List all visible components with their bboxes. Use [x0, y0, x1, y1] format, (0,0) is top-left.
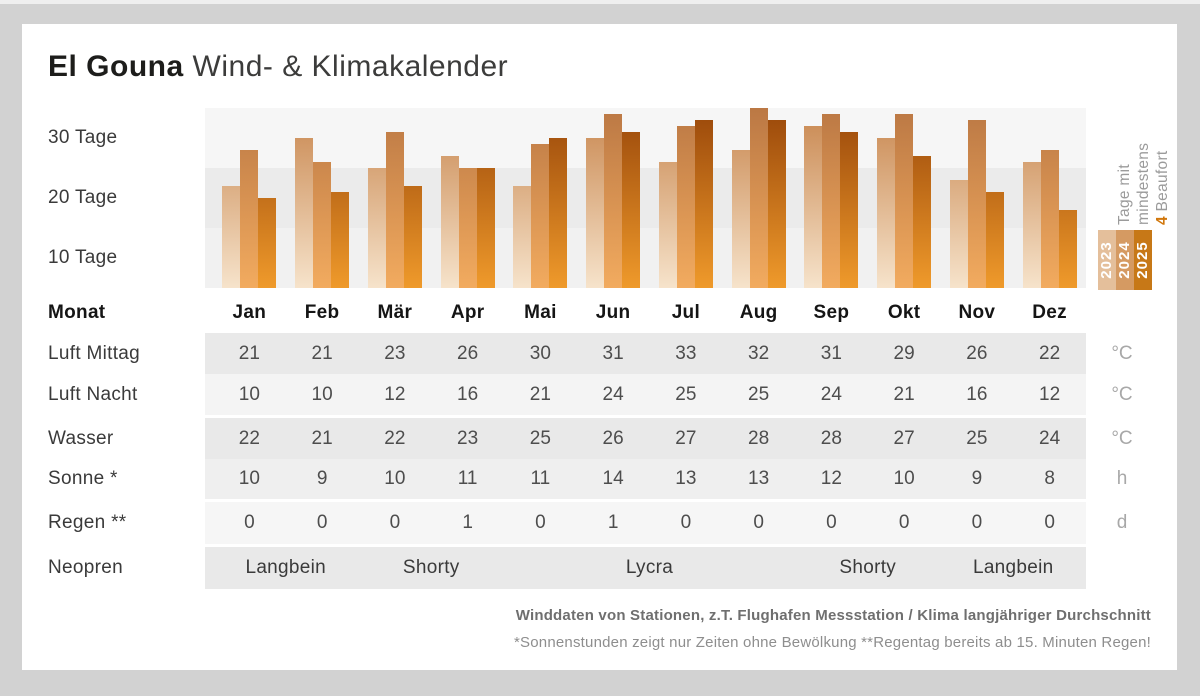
- neopren-span-langbein: Langbein: [245, 557, 327, 578]
- bar-2025-apr: [477, 168, 495, 288]
- row-label-regen: Regen **: [48, 512, 127, 533]
- table-cell: 0: [898, 512, 910, 533]
- bar-2024-okt: [895, 114, 913, 288]
- chart-band: [205, 108, 1086, 168]
- table-cell: 22: [384, 428, 406, 449]
- chart-caption-line: Tage mit: [1116, 164, 1133, 225]
- table-cell: 26: [457, 343, 479, 364]
- month-header-apr: Apr: [450, 302, 485, 323]
- top-strip: [0, 0, 1200, 4]
- row-label-wasser: Wasser: [48, 428, 114, 449]
- month-header-okt: Okt: [887, 302, 921, 323]
- table-cell: 14: [602, 468, 624, 489]
- page-title: [48, 48, 508, 86]
- table-cell: 27: [893, 428, 915, 449]
- caption-highlight: 4: [1154, 216, 1171, 225]
- table-cell: 33: [675, 343, 697, 364]
- table-cell: 23: [457, 428, 479, 449]
- table-cell: 12: [1039, 384, 1061, 405]
- table-cell: 21: [238, 343, 260, 364]
- bar-2025-sep: [840, 132, 858, 288]
- legend-year-2023: 2023: [1098, 230, 1116, 290]
- bar-2023-dez: [1023, 162, 1041, 288]
- row-unit-regen: d: [1116, 512, 1128, 533]
- bar-2024-dez: [1041, 150, 1059, 288]
- bar-2023-sep: [804, 126, 822, 288]
- table-cell: 0: [389, 512, 401, 533]
- month-header-aug: Aug: [739, 302, 778, 323]
- table-cell: 30: [529, 343, 551, 364]
- table-cell: 25: [748, 384, 770, 405]
- table-cell: 0: [680, 512, 692, 533]
- table-cell: 25: [675, 384, 697, 405]
- footer-notes-line: *Sonnenstunden zeigt nur Zeiten ohne Bewölkung **Regentag bereits ab 15. Minuten Regen!: [514, 634, 1151, 651]
- table-cell: 13: [748, 468, 770, 489]
- legend-year-2024: 2024: [1116, 230, 1134, 290]
- bar-2024-feb: [313, 162, 331, 288]
- bar-2025-aug: [768, 120, 786, 288]
- bar-2024-m-r: [386, 132, 404, 288]
- table-cell: 29: [893, 343, 915, 364]
- bar-2023-m-r: [368, 168, 386, 288]
- bar-2025-jul: [695, 120, 713, 288]
- bar-2024-sep: [822, 114, 840, 288]
- table-cell: 28: [820, 428, 842, 449]
- month-header-nov: Nov: [958, 302, 996, 323]
- table-cell: 10: [311, 384, 333, 405]
- y-axis-tick: 10 Tage: [48, 247, 118, 268]
- table-cell: 1: [607, 512, 619, 533]
- bar-2025-jun: [622, 132, 640, 288]
- row-unit-sonne: h: [1116, 468, 1128, 489]
- table-cell: 0: [316, 512, 328, 533]
- month-header-feb: Feb: [304, 302, 340, 323]
- bar-2023-jul: [659, 162, 677, 288]
- bar-2023-jan: [222, 186, 240, 288]
- bar-2025-m-r: [404, 186, 422, 288]
- table-cell: 11: [530, 468, 551, 489]
- chart-caption: [1115, 100, 1172, 225]
- y-axis-tick: 20 Tage: [48, 187, 118, 208]
- table-cell: 10: [238, 468, 260, 489]
- month-header-jan: Jan: [232, 302, 267, 323]
- table-cell: 9: [971, 468, 983, 489]
- y-axis-tick: 30 Tage: [48, 127, 118, 148]
- table-cell: 24: [820, 384, 842, 405]
- title-brand: El Gouna: [48, 50, 184, 83]
- table-cell: 0: [244, 512, 255, 533]
- row-label-sonne: Sonne *: [48, 468, 118, 489]
- table-cell: 26: [966, 343, 988, 364]
- table-cell: 21: [311, 428, 333, 449]
- row-unit-luft-mittag: °C: [1111, 343, 1133, 364]
- table-cell: 8: [1044, 468, 1055, 489]
- row-label-luft-nacht: Luft Nacht: [48, 384, 138, 405]
- table-cell: 0: [753, 512, 764, 533]
- table-cell: 24: [602, 384, 624, 405]
- table-cell: 13: [675, 468, 697, 489]
- table-cell: 12: [820, 468, 842, 489]
- bar-2024-jul: [677, 126, 695, 288]
- table-cell: 21: [529, 384, 551, 405]
- bar-2023-aug: [732, 150, 750, 288]
- chart-caption-line: mindestens: [1135, 142, 1152, 225]
- table-cell: 16: [457, 384, 479, 405]
- month-header-mai: Mai: [524, 302, 557, 323]
- table-cell: 27: [675, 428, 697, 449]
- row-unit-luft-nacht: °C: [1111, 384, 1133, 405]
- row-label-neopren: Neopren: [48, 557, 123, 578]
- bar-2024-aug: [750, 108, 768, 288]
- bar-2025-feb: [331, 192, 349, 288]
- table-cell: 23: [384, 343, 406, 364]
- table-cell: 21: [893, 384, 915, 405]
- table-cell: 10: [238, 384, 260, 405]
- table-cell: 32: [748, 343, 770, 364]
- table-cell: 0: [826, 512, 837, 533]
- table-cell: 21: [311, 343, 333, 364]
- table-cell: 0: [971, 512, 983, 533]
- table-cell: 22: [238, 428, 260, 449]
- bar-2025-okt: [913, 156, 931, 288]
- climate-card: [22, 24, 1177, 670]
- table-cell: 0: [1044, 512, 1055, 533]
- chart-caption-line: 4 Beaufort: [1154, 150, 1171, 225]
- footer-source-line: Winddaten von Stationen, z.T. Flughafen Messstation / Klima langjähriger Durchschnitt: [515, 607, 1151, 624]
- month-header-dez: Dez: [1032, 302, 1067, 323]
- neopren-span-shorty: Shorty: [402, 557, 460, 578]
- table-cell: 9: [316, 468, 328, 489]
- table-cell: 25: [529, 428, 551, 449]
- bar-2024-nov: [968, 120, 986, 288]
- table-cell: 16: [966, 384, 988, 405]
- bar-2023-okt: [877, 138, 895, 288]
- neopren-span-langbein: Langbein: [972, 557, 1054, 578]
- table-cell: 24: [1039, 428, 1061, 449]
- table-cell: 12: [384, 384, 406, 405]
- bar-2023-nov: [950, 180, 968, 288]
- bar-2024-apr: [459, 168, 477, 288]
- month-header-m-r: Mär: [377, 302, 413, 323]
- table-cell: 31: [820, 343, 842, 364]
- table-cell: 1: [462, 512, 473, 533]
- table-cell: 10: [384, 468, 406, 489]
- month-header-jul: Jul: [671, 302, 701, 323]
- month-row-label: Monat: [48, 302, 106, 323]
- row-label-luft-mittag: Luft Mittag: [48, 343, 141, 364]
- table-cell: 22: [1039, 343, 1061, 364]
- table-cell: 0: [535, 512, 546, 533]
- bar-2023-feb: [295, 138, 313, 288]
- neopren-span-lycra: Lycra: [625, 557, 674, 578]
- bar-2025-jan: [258, 198, 276, 288]
- bar-2025-dez: [1059, 210, 1077, 288]
- title-subtitle: Wind- & Klimakalender: [192, 50, 509, 83]
- month-header-sep: Sep: [813, 302, 850, 323]
- legend-year-2025: 2025: [1134, 230, 1152, 290]
- bar-2025-mai: [549, 138, 567, 288]
- table-cell: 11: [457, 468, 478, 489]
- table-cell: 26: [602, 428, 624, 449]
- table-cell: 31: [602, 343, 624, 364]
- table-cell: 25: [966, 428, 988, 449]
- bar-2024-mai: [531, 144, 549, 288]
- bar-2023-mai: [513, 186, 531, 288]
- table-cell: 28: [748, 428, 770, 449]
- row-unit-wasser: °C: [1111, 428, 1133, 449]
- table-cell: 10: [893, 468, 915, 489]
- bar-2025-nov: [986, 192, 1004, 288]
- footer: [514, 607, 1151, 651]
- neopren-span-shorty: Shorty: [839, 557, 897, 578]
- month-header-jun: Jun: [595, 302, 631, 323]
- bar-2023-jun: [586, 138, 604, 288]
- bar-2023-apr: [441, 156, 459, 288]
- bar-2024-jan: [240, 150, 258, 288]
- bar-2024-jun: [604, 114, 622, 288]
